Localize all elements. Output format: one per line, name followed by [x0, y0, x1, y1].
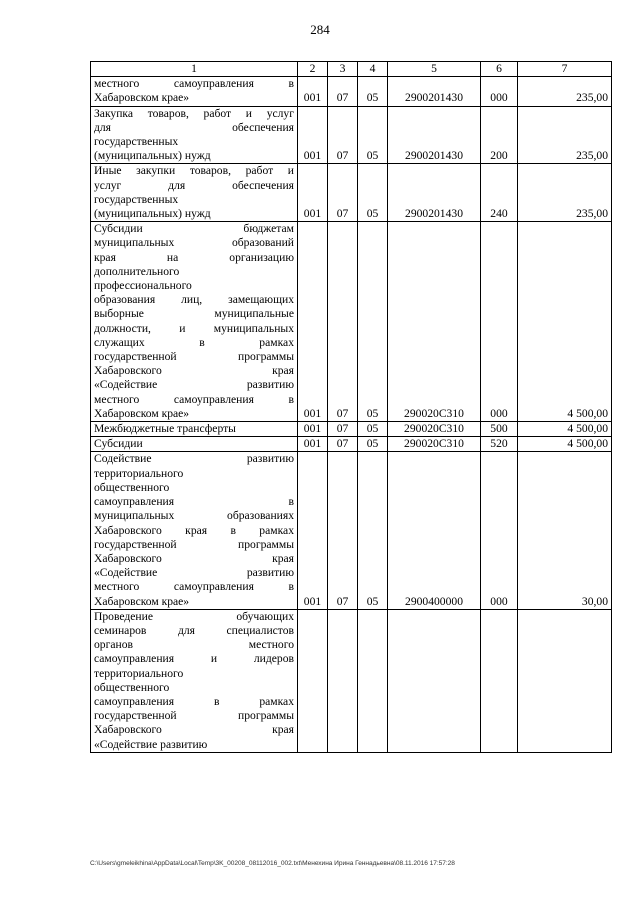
description-line: Закупка товаров, работ и услуг: [94, 106, 294, 120]
section-code: 07: [328, 77, 358, 106]
description-line: услуг для обеспечения: [94, 178, 294, 192]
description-line: Субсидии: [94, 437, 143, 451]
header-col-5: 5: [388, 62, 481, 77]
description-line: должности, и муниципальных: [94, 321, 294, 335]
ministry-code: [298, 609, 328, 752]
description-line: Хабаровского края: [94, 723, 294, 737]
description-line: «Содействие развитию: [94, 378, 294, 392]
description-line: служащих в рамках: [94, 335, 294, 349]
amount: 4 500,00: [518, 222, 612, 422]
expense-type-code: 240: [481, 164, 518, 222]
description-line: общественного: [94, 480, 170, 494]
description-line: Субсидии бюджетам: [94, 222, 294, 236]
header-col-1: 1: [91, 62, 298, 77]
amount: 235,00: [518, 164, 612, 222]
table-row: [91, 452, 612, 609]
expense-type-code: 500: [481, 422, 518, 437]
header-col-2: 2: [298, 62, 328, 77]
subsection-code: 05: [358, 422, 388, 437]
description-line: «Содействие развитию: [94, 737, 208, 751]
subsection-code: 05: [358, 222, 388, 422]
description-line: муниципальных образованиях: [94, 509, 294, 523]
description-line: для обеспечения: [94, 120, 294, 134]
description-line: «Содействие развитию: [94, 566, 294, 580]
target-article-code: 290020C310: [388, 422, 481, 437]
description-line: края на организацию: [94, 250, 294, 264]
description-line: местного самоуправления в: [94, 77, 294, 91]
amount: [518, 609, 612, 752]
amount: 30,00: [518, 452, 612, 609]
description-line: Хабаровского края в рамках: [94, 523, 294, 537]
ministry-code: 001: [298, 106, 328, 164]
section-code: 07: [328, 106, 358, 164]
ministry-code: 001: [298, 77, 328, 106]
expense-type-code: 520: [481, 437, 518, 452]
table-row: [91, 106, 612, 164]
table-row: [91, 422, 612, 437]
description-line: Содействие развитию: [94, 452, 294, 466]
row-description: [91, 106, 298, 164]
target-article-code: 290020C310: [388, 222, 481, 422]
description-line: местного самоуправления в: [94, 580, 294, 594]
header-col-6: 6: [481, 62, 518, 77]
ministry-code: 001: [298, 164, 328, 222]
description-line: самоуправления и лидеров: [94, 652, 294, 666]
description-line: государственных: [94, 192, 179, 206]
description-line: государственной программы: [94, 709, 294, 723]
description-line: (муниципальных) нужд: [94, 149, 211, 163]
ministry-code: 001: [298, 437, 328, 452]
row-description: [91, 164, 298, 222]
description-line: самоуправления в: [94, 495, 294, 509]
section-code: 07: [328, 222, 358, 422]
page-number: 284: [310, 22, 330, 37]
target-article-code: 2900201430: [388, 106, 481, 164]
description-line: местного самоуправления в: [94, 392, 294, 406]
header-col-4: 4: [358, 62, 388, 77]
table-row: [91, 164, 612, 222]
subsection-code: 05: [358, 452, 388, 609]
row-description: [91, 452, 298, 609]
description-line: Хабаровском крае»: [94, 91, 190, 105]
description-line: Хабаровского края: [94, 551, 294, 565]
description-line: органов местного: [94, 638, 294, 652]
section-code: 07: [328, 452, 358, 609]
row-description: [91, 422, 298, 437]
description-line: Хабаровском крае»: [94, 594, 190, 608]
row-description: [91, 77, 298, 106]
description-line: дополнительного: [94, 264, 180, 278]
section-code: [328, 609, 358, 752]
description-line: образования лиц, замещающих: [94, 293, 294, 307]
table-row: [91, 77, 612, 106]
table-row: [91, 222, 612, 422]
expense-type-code: 000: [481, 452, 518, 609]
target-article-code: 290020C310: [388, 437, 481, 452]
table-row: [91, 437, 612, 452]
subsection-code: 05: [358, 77, 388, 106]
description-line: Хабаровском крае»: [94, 406, 190, 420]
subsection-code: [358, 609, 388, 752]
header-col-3: 3: [328, 62, 358, 77]
description-line: территориального: [94, 466, 184, 480]
amount: 235,00: [518, 77, 612, 106]
section-code: 07: [328, 164, 358, 222]
subsection-code: 05: [358, 164, 388, 222]
header-row: [91, 62, 612, 77]
description-line: муниципальных образований: [94, 236, 294, 250]
target-article-code: 2900201430: [388, 164, 481, 222]
row-description: [91, 222, 298, 422]
section-code: 07: [328, 437, 358, 452]
description-line: Проведение обучающих: [94, 609, 294, 623]
expense-type-code: [481, 609, 518, 752]
description-line: государственной программы: [94, 537, 294, 551]
ministry-code: 001: [298, 222, 328, 422]
budget-table: [90, 61, 612, 753]
ministry-code: 001: [298, 452, 328, 609]
section-code: 07: [328, 422, 358, 437]
row-description: [91, 609, 298, 752]
ministry-code: 001: [298, 422, 328, 437]
subsection-code: 05: [358, 106, 388, 164]
expense-type-code: 000: [481, 222, 518, 422]
table-row: [91, 609, 612, 752]
description-line: Хабаровского края: [94, 364, 294, 378]
description-line: общественного: [94, 680, 170, 694]
description-line: территориального: [94, 666, 184, 680]
description-line: самоуправления в рамках: [94, 694, 294, 708]
description-line: (муниципальных) нужд: [94, 207, 211, 221]
description-line: государственной программы: [94, 350, 294, 364]
description-line: выборные муниципальные: [94, 307, 294, 321]
amount: 235,00: [518, 106, 612, 164]
row-description: [91, 437, 298, 452]
subsection-code: 05: [358, 437, 388, 452]
amount: 4 500,00: [518, 437, 612, 452]
expense-type-code: 000: [481, 77, 518, 106]
description-line: государственных: [94, 135, 179, 149]
description-line: профессионального: [94, 279, 192, 293]
description-line: Иные закупки товаров, работ и: [94, 164, 294, 178]
amount: 4 500,00: [518, 422, 612, 437]
header-col-7: 7: [518, 62, 612, 77]
description-line: семинаров для специалистов: [94, 623, 294, 637]
file-path-footer: C:\Users\gmeleikhina\AppData\Local\Temp\3K_00208_08112016_002.txt\Менехина Ирина Геннадьевна\08.11.2016 17:57:28: [90, 860, 455, 867]
target-article-code: 2900400000: [388, 452, 481, 609]
target-article-code: [388, 609, 481, 752]
target-article-code: 2900201430: [388, 77, 481, 106]
expense-type-code: 200: [481, 106, 518, 164]
description-line: Межбюджетные трансферты: [94, 422, 236, 436]
